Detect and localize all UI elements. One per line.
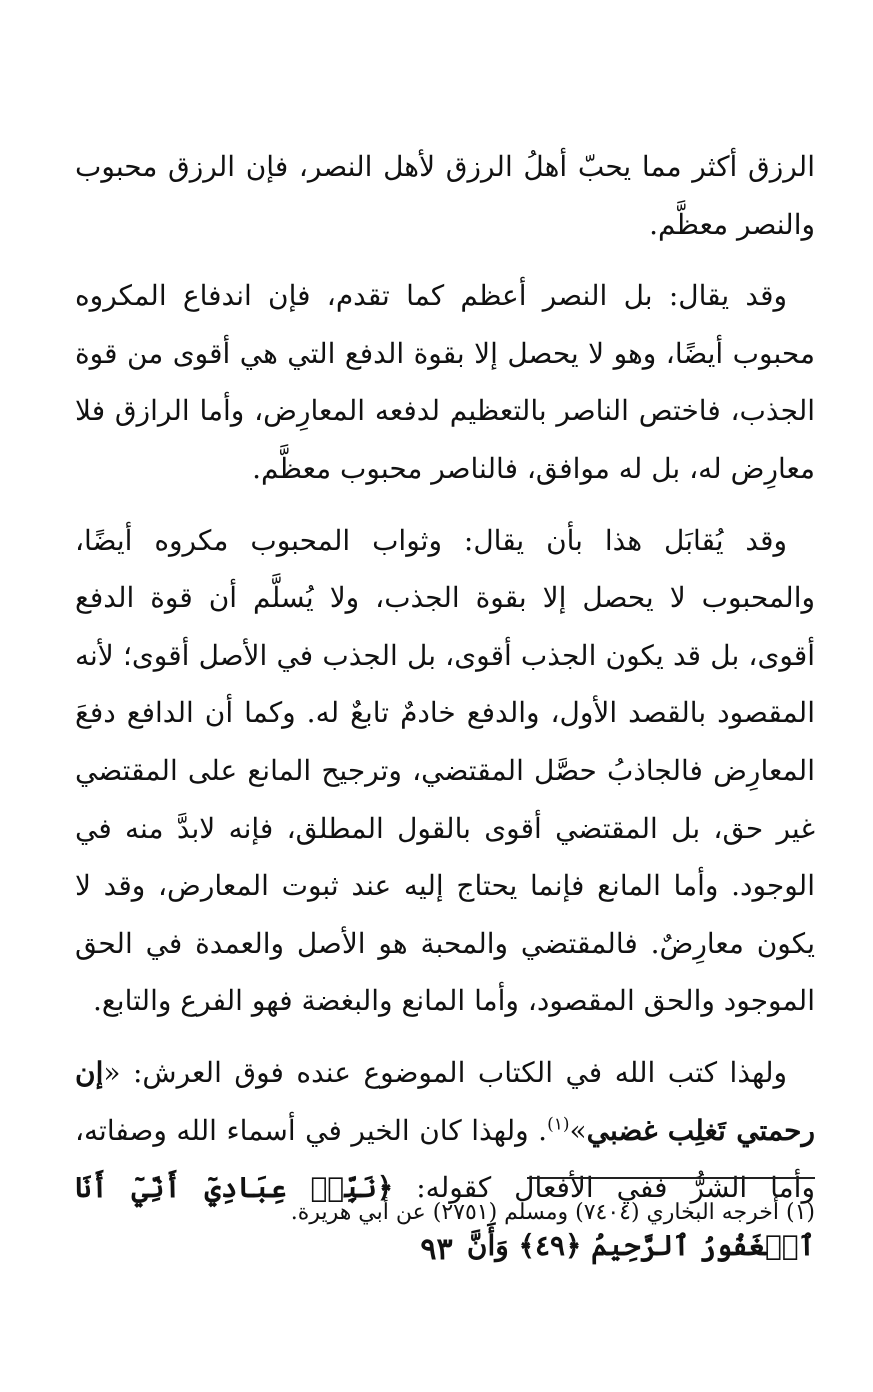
main-text (75, 138, 815, 1274)
paragraph-4-continuation: . ولهذا كان الخير في أسماء الله وصفاته، وأما الشرُّ ففي الأفعال كقوله: (75, 1113, 815, 1205)
paragraph-3: وقد يُقابَل هذا بأن يقال: وثواب المحبوب مكروه أيضًا، والمحبوب لا يحصل إلا بقوة الجذب، ولا يُسلَّم أن قوة الدفع أقوى، بل قد يكون الجذب أقوى، بل الجذب في الأصل أقوى؛ لأنه المقصود بالقصد الأول، والدفع خادمٌ تابعٌ له. وكما أن الدافع دفعَ المعارِض فالجاذبُ حصَّل المقتضي، وترجيح المانع على المقتضي غير حق، بل المقتضي أقوى بالقول المطلق، فإنه لابدَّ منه في الوجود. وأما المانع فإنما يحتاج إليه عند ثبوت المعارض، وقد لا يكون معارِضٌ. فالمقتضي والمحبة هو الأصل والعمدة في الحق الموجود والحق المقصود، وأما المانع والبغضة فهو الفرع والتابع. (75, 523, 815, 1018)
hadith-quote: إن رحمتي تَغلِب غضبي (75, 1055, 816, 1147)
footnote-reference: (١) (547, 1114, 570, 1135)
paragraph-1: الرزق أكثر مما يحبّ أهلُ الرزق لأهل النصر، فإن الرزق محبوب والنصر معظَّم. (75, 150, 815, 241)
footnote: (١) أخرجه البخاري (٧٤٠٤) ومسلم (٢٧٥١) عن أبي هريرة. (290, 1200, 815, 1225)
paragraph-2: وقد يقال: بل النصر أعظم كما تقدم، فإن اندفاع المكروه محبوب أيضًا، وهو لا يحصل إلا بقوة الدفع التي هي أقوى من قوة الجذب، فاختص الناصر بالتعظيم لدفعه المعارِض، وأما الرازق فلا معارِض له، بل له موافق، فالناصر محبوب معظَّم. (75, 279, 815, 485)
quran-verse: ﴿نَبِّئۡ عِبَادِيٓ أَنِّيٓ أَنَا ٱلۡغَفُورُ ٱلرَّحِيمُ ﴿٤٩﴾ وَأَنَّ (75, 1171, 815, 1262)
footnote-divider (527, 1177, 815, 1179)
page-number: ٩٣ (420, 1232, 453, 1267)
hadith-close-quote: » (569, 1113, 587, 1147)
paragraph-4-intro: ولهذا كتب الله في الكتاب الموضوع عنده فوق العرش: « (103, 1055, 787, 1089)
